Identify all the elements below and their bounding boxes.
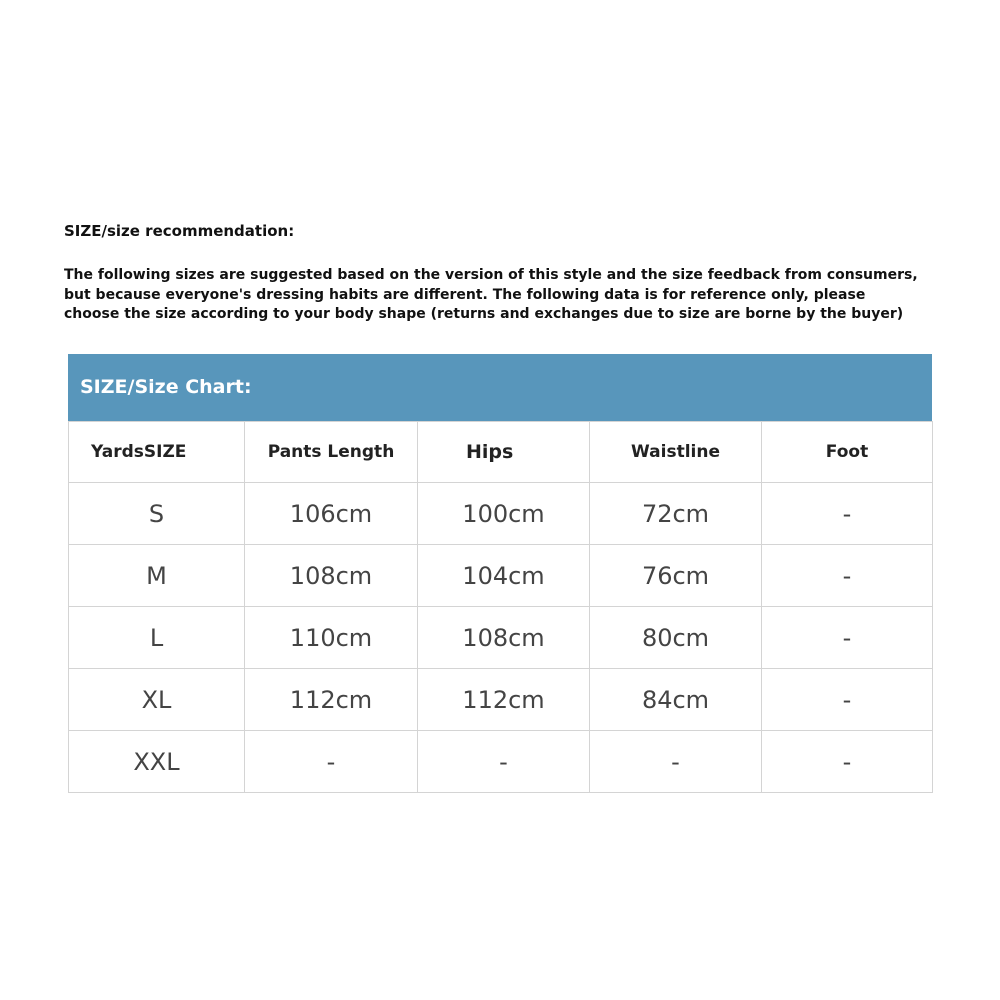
hips-cell: 104cm: [418, 545, 590, 607]
table-header-row: [69, 422, 933, 483]
recommendation-line: choose the size according to your body shape (returns and exchanges due to size are borne by the buyer): [64, 306, 904, 322]
waistline-cell: 80cm: [590, 607, 762, 669]
waistline-cell: 84cm: [590, 669, 762, 731]
size-cell: S: [69, 483, 245, 545]
column-header-hips: Hips: [418, 422, 590, 483]
size-chart-title: SIZE/Size Chart:: [68, 354, 932, 421]
hips-cell: 108cm: [418, 607, 590, 669]
table-row: [69, 607, 933, 669]
size-table: [68, 421, 933, 793]
waistline-cell: -: [590, 731, 762, 793]
pants-length-cell: 108cm: [245, 545, 418, 607]
foot-cell: -: [762, 607, 933, 669]
table-row: [69, 731, 933, 793]
foot-cell: -: [762, 483, 933, 545]
size-chart: [68, 354, 932, 794]
size-cell: XXL: [69, 731, 245, 793]
foot-cell: -: [762, 669, 933, 731]
hips-cell: -: [418, 731, 590, 793]
pants-length-cell: 112cm: [245, 669, 418, 731]
size-cell: L: [69, 607, 245, 669]
table-row: [69, 669, 933, 731]
column-header-pants-length: Pants Length: [245, 422, 418, 483]
waistline-cell: 72cm: [590, 483, 762, 545]
pants-length-cell: 106cm: [245, 483, 418, 545]
recommendation-line: but because everyone's dressing habits are different. The following data is for reference only, please: [64, 286, 866, 303]
size-cell: M: [69, 545, 245, 607]
hips-cell: 112cm: [418, 669, 590, 731]
column-header-foot: Foot: [762, 422, 933, 483]
column-header-size: YardsSIZE: [69, 422, 245, 483]
size-cell: XL: [69, 669, 245, 731]
recommendation-line: The following sizes are suggested based on the version of this style and the size feedback from consumers,: [64, 267, 918, 283]
hips-cell: 100cm: [418, 483, 590, 545]
pants-length-cell: 110cm: [245, 607, 418, 669]
foot-cell: -: [762, 731, 933, 793]
waistline-cell: 76cm: [590, 545, 762, 607]
pants-length-cell: -: [245, 731, 418, 793]
table-row: [69, 483, 933, 545]
recommendation-title: SIZE/size recommendation:: [64, 222, 295, 240]
column-header-waistline: Waistline: [590, 422, 762, 483]
foot-cell: -: [762, 545, 933, 607]
recommendation-text: [64, 266, 944, 325]
table-row: [69, 545, 933, 607]
